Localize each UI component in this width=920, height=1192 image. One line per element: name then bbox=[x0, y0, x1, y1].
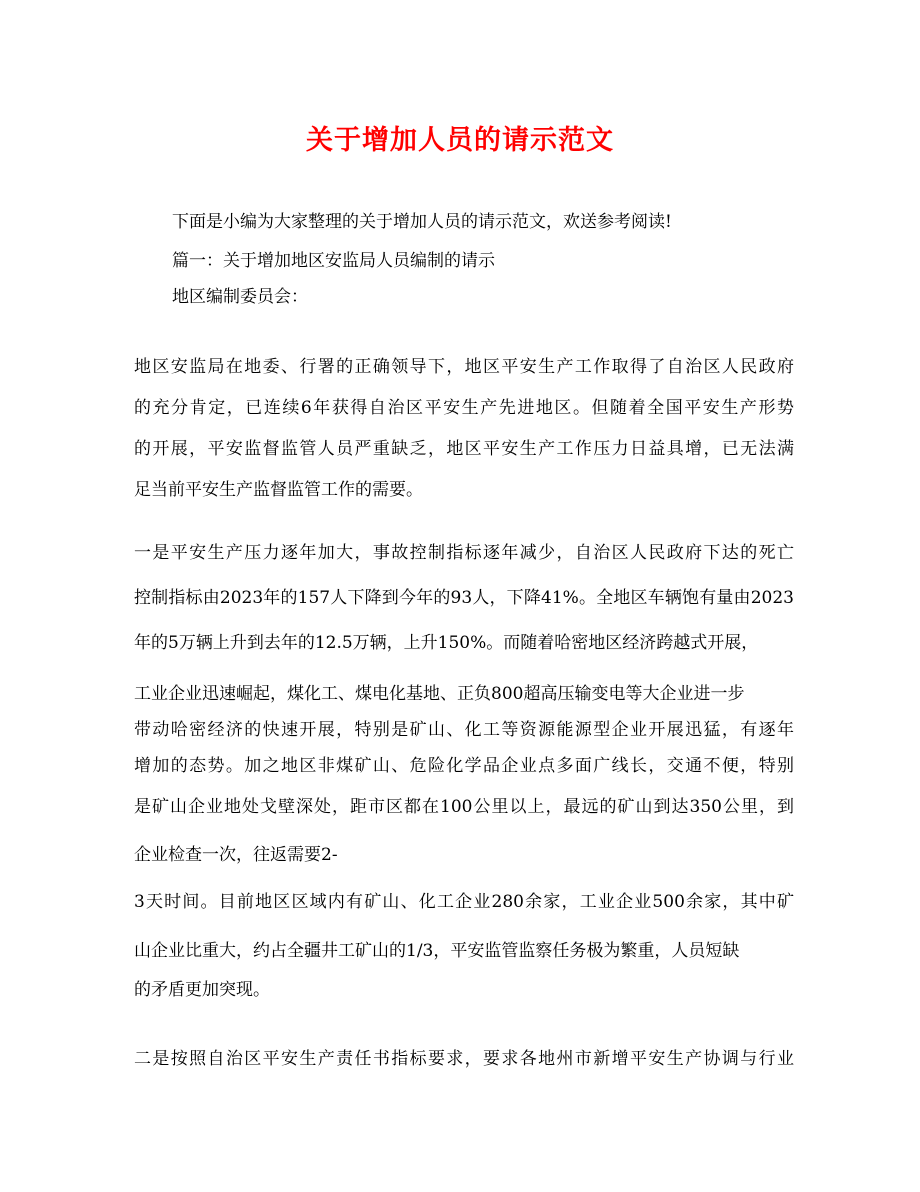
paragraph-2-line: 是矿山企业地处戈壁深处，距市区都在100公里以上，最远的矿山到达350公里，到 bbox=[134, 797, 794, 817]
paragraph-2-line: 年的5万辆上升到去年的12.5万辆，上升150%。而随着哈密地区经济跨越式开展， bbox=[134, 633, 759, 653]
paragraph-2-line: 带动哈密经济的快速开展，特别是矿山、化工等资源能源型企业开展迅猛，有逐年 bbox=[134, 720, 794, 740]
paragraph-1-line: 地区安监局在地委、行署的正确领导下，地区平安生产工作取得了自治区人民政府 bbox=[134, 357, 794, 377]
paragraph-2-line: 企业检查一次，往返需要2- bbox=[134, 845, 338, 865]
paragraph-3-line: 二是按照自治区平安生产责任书指标要求，要求各地州市新增平安生产协调与行业 bbox=[134, 1049, 794, 1069]
paragraph-2-line: 一是平安生产压力逐年加大，事故控制指标逐年减少，自治区人民政府下达的死亡 bbox=[134, 543, 794, 563]
paragraph-2-line: 增加的态势。加之地区非煤矿山、危险化学品企业点多面广线长，交通不便，特别 bbox=[134, 756, 794, 776]
paragraph-2-line: 的矛盾更加突现。 bbox=[134, 980, 270, 1000]
intro-line: 篇一：关于增加地区安监局人员编制的请示 bbox=[172, 251, 495, 271]
paragraph-1-line: 足当前平安生产监督监管工作的需要。 bbox=[134, 480, 423, 500]
intro-line: 下面是小编为大家整理的关于增加人员的请示范文，欢送参考阅读! bbox=[172, 212, 672, 232]
paragraph-1-line: 的开展，平安监督监管人员严重缺乏，地区平安生产工作压力日益具增，已无法满 bbox=[134, 439, 794, 459]
paragraph-2-line: 3天时间。目前地区区域内有矿山、化工企业280余家，工业企业500余家，其中矿 bbox=[134, 892, 794, 912]
document-title: 关于增加人员的请示范文 bbox=[306, 125, 614, 156]
paragraph-2-line: 控制指标由2023年的157人下降到今年的93人，下降41%。全地区车辆饱有量由2023 bbox=[134, 588, 794, 608]
paragraph-1-line: 的充分肯定，已连续6年获得自治区平安生产先进地区。但随着全国平安生产形势 bbox=[134, 398, 794, 418]
salutation: 地区编制委员会： bbox=[172, 287, 308, 307]
paragraph-2-line: 工业企业迅速崛起，煤化工、煤电化基地、正负800超高压输变电等大企业进一步 bbox=[134, 684, 745, 704]
paragraph-2-line: 山企业比重大，约占全疆井工矿山的1/3，平安监管监察任务极为繁重，人员短缺 bbox=[134, 941, 740, 961]
